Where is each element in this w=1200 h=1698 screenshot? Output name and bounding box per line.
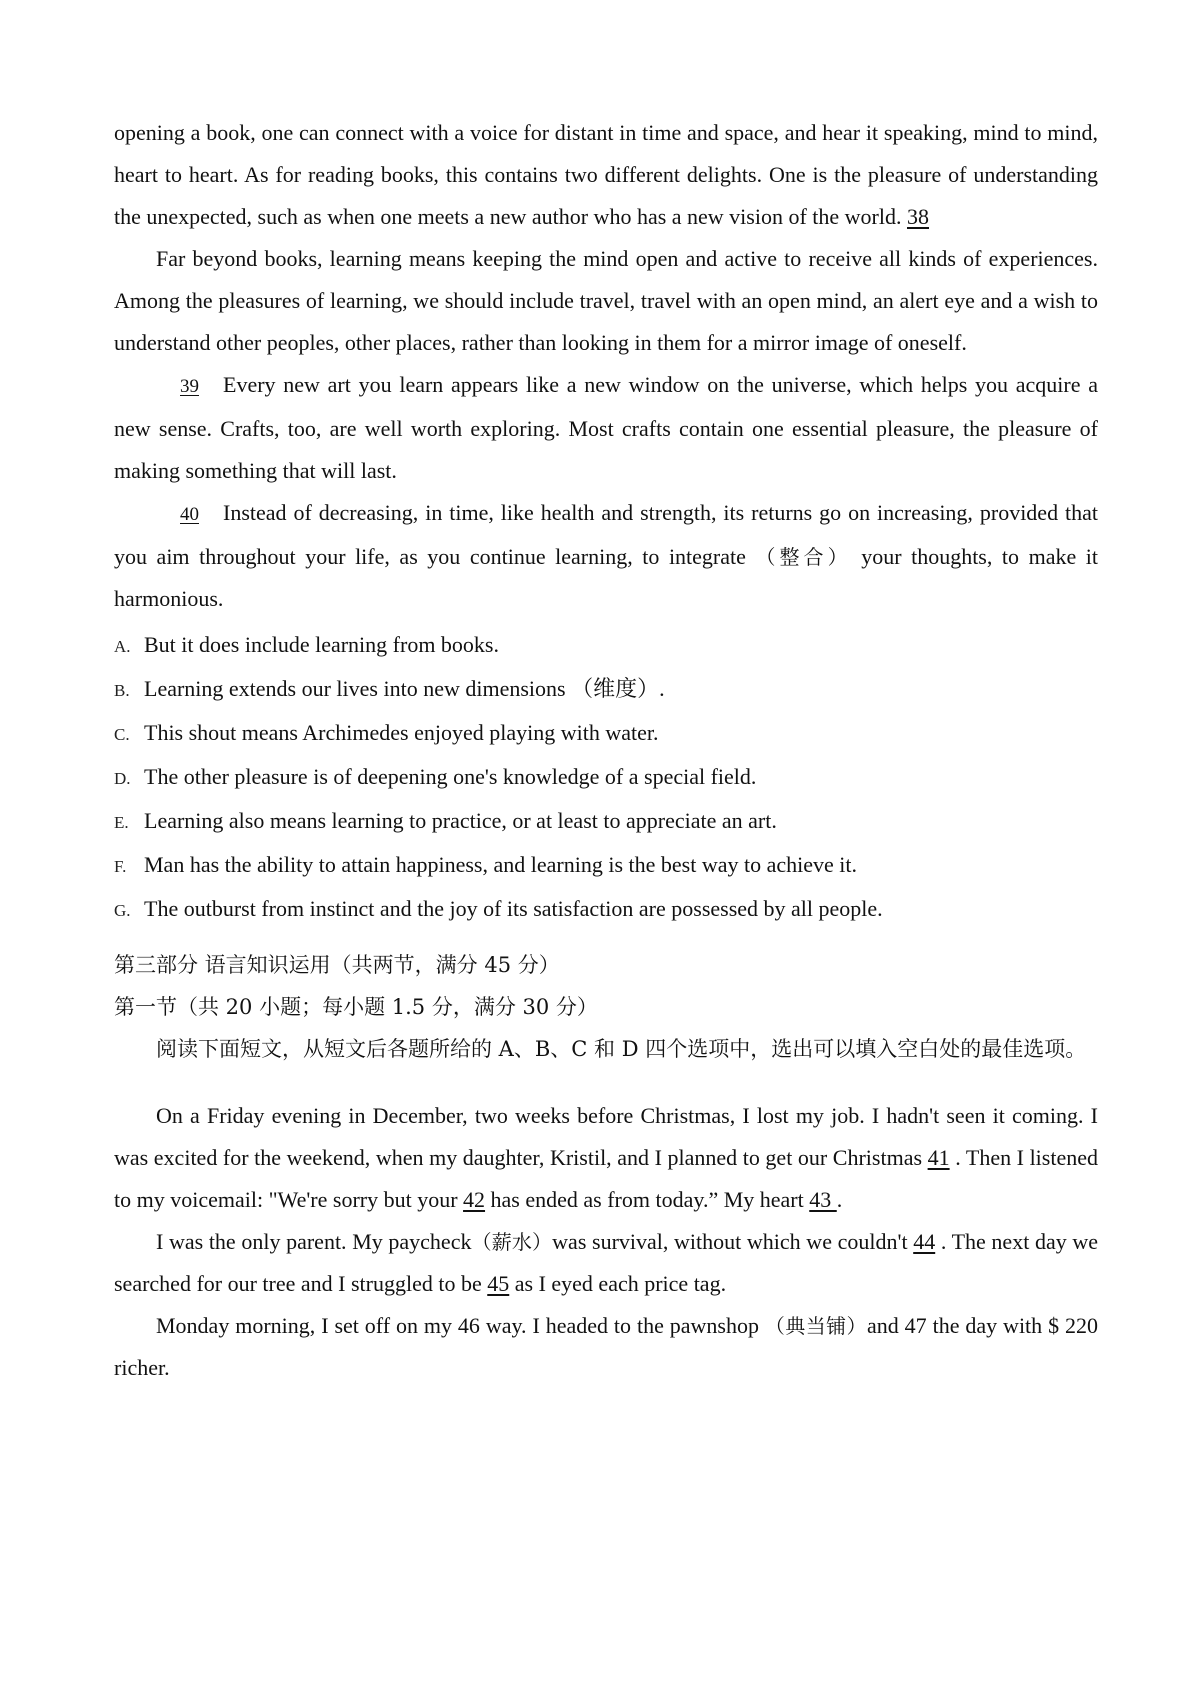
passage1-p1-text: opening a book, one can connect with a voice for distant in time and space, and hear it speaking, mind to mind, heart to heart. As for reading books, this contains two different delights. One is the pleasure of understanding the unexpected, such as when one meets a new author who has a new vision of the world.: [114, 120, 1098, 229]
passage1-paragraph-4: [114, 492, 1098, 620]
passage2-p2-t2: was survival, without which we couldn't: [552, 1229, 914, 1254]
blank-45: 45: [487, 1271, 510, 1296]
passage2-paragraph-1: [114, 1095, 1098, 1221]
passage2-paragraph-3: [114, 1305, 1098, 1389]
option-c: [114, 712, 1098, 756]
option-e: [114, 800, 1098, 844]
blank-38: 38: [907, 204, 929, 229]
passage2-p3-cn: （典当铺）: [764, 1314, 867, 1338]
option-text: But it does include learning from books.: [144, 632, 499, 657]
blank-42: 42: [463, 1187, 486, 1212]
passage2-p1-t1: On a Friday evening in December, two weeks before Christmas, I lost my job. I hadn't seen it coming. I was excited for the weekend, when my daughter, Kristil, and I planned to get our Christmas: [114, 1103, 1098, 1170]
option-letter: C.: [114, 725, 130, 744]
passage2-p2-t4: as I eyed each price tag.: [509, 1271, 727, 1296]
document-page: [114, 112, 1098, 1389]
option-b: [114, 668, 1098, 712]
passage2-paragraph-2: [114, 1221, 1098, 1305]
passage1-p3-text: Every new art you learn appears like a new window on the universe, which helps you acquire a new sense. Crafts, too, are well worth exploring. Most crafts contain one essential pleasure, the pleasure of making something that will last.: [114, 372, 1098, 483]
blank-44: 44: [913, 1229, 936, 1254]
blank-41: 41: [927, 1145, 950, 1170]
option-letter: D.: [114, 769, 131, 788]
passage2-p3-t2: and 47 the day with $ 220 richer.: [114, 1313, 1099, 1380]
option-letter: E.: [114, 813, 129, 832]
passage1-p4-cn: （整合）: [755, 545, 852, 569]
section-instruction: 阅读下面短文，从短文后各题所给的 A、B、C 和 D 四个选项中，选出可以填入空白处的最佳选项。: [156, 1037, 1087, 1061]
option-letter: F.: [114, 857, 127, 876]
passage1-paragraph-3: [114, 364, 1098, 492]
option-d: [114, 756, 1098, 800]
option-f: [114, 844, 1098, 888]
passage2-p3-t1: Monday morning, I set off on my 46 way. I headed to the pawnshop: [156, 1313, 765, 1338]
option-a: [114, 624, 1098, 668]
option-g: [114, 888, 1098, 932]
passage2-p2-cn: （薪水）: [471, 1230, 553, 1254]
option-letter: B.: [114, 681, 130, 700]
option-list: [114, 624, 1098, 932]
section-heading-part3: 第三部分 语言知识运用（共两节，满分 45 分）: [114, 953, 560, 977]
passage2-p1-t4: .: [836, 1187, 843, 1212]
passage2-p1-t3: has ended as from today.” My heart: [485, 1187, 810, 1212]
blank-39: 39: [180, 376, 199, 397]
passage1-p4-text-b: your thoughts, to make it harmonious.: [114, 544, 1098, 611]
passage2-p2-t1: I was the only parent. My paycheck: [156, 1229, 472, 1254]
blank-40: 40: [180, 504, 199, 525]
option-text: The outburst from instinct and the joy of its satisfaction are possessed by all people.: [144, 896, 883, 921]
passage2-p1-t2: . Then I listened to my voicemail: "We're sorry but your: [114, 1145, 1098, 1212]
passage2-p2-t3: . The next day we searched for our tree and I struggled to be: [114, 1229, 1099, 1296]
passage1-paragraph-2: Far beyond books, learning means keeping the mind open and active to receive all kinds of experiences. Among the pleasures of learning, we should include travel, travel with an open mind, an alert eye and a wish to understand other peoples, other places, rather than looking in them for a mirror image of oneself.: [114, 246, 1098, 355]
option-text: The other pleasure is of deepening one's knowledge of a special field.: [144, 764, 757, 789]
option-text: Learning also means learning to practice, or at least to appreciate an art.: [144, 808, 777, 833]
option-letter: G.: [114, 901, 131, 920]
option-text: Learning extends our lives into new dimensions （维度）.: [144, 676, 665, 701]
blank-43: 43: [809, 1187, 837, 1212]
passage1-p4-text-a: Instead of decreasing, in time, like health and strength, its returns go on increasing, provided that you aim throughout your life, as you continue learning, to integrate: [114, 500, 1098, 569]
option-letter: A.: [114, 637, 131, 656]
passage1-paragraph-1: [114, 112, 1098, 238]
option-text: This shout means Archimedes enjoyed playing with water.: [144, 720, 659, 745]
option-text: Man has the ability to attain happiness, and learning is the best way to achieve it.: [144, 852, 857, 877]
section-heading-subsection1: 第一节（共 20 小题；每小题 1.5 分，满分 30 分）: [114, 995, 598, 1019]
